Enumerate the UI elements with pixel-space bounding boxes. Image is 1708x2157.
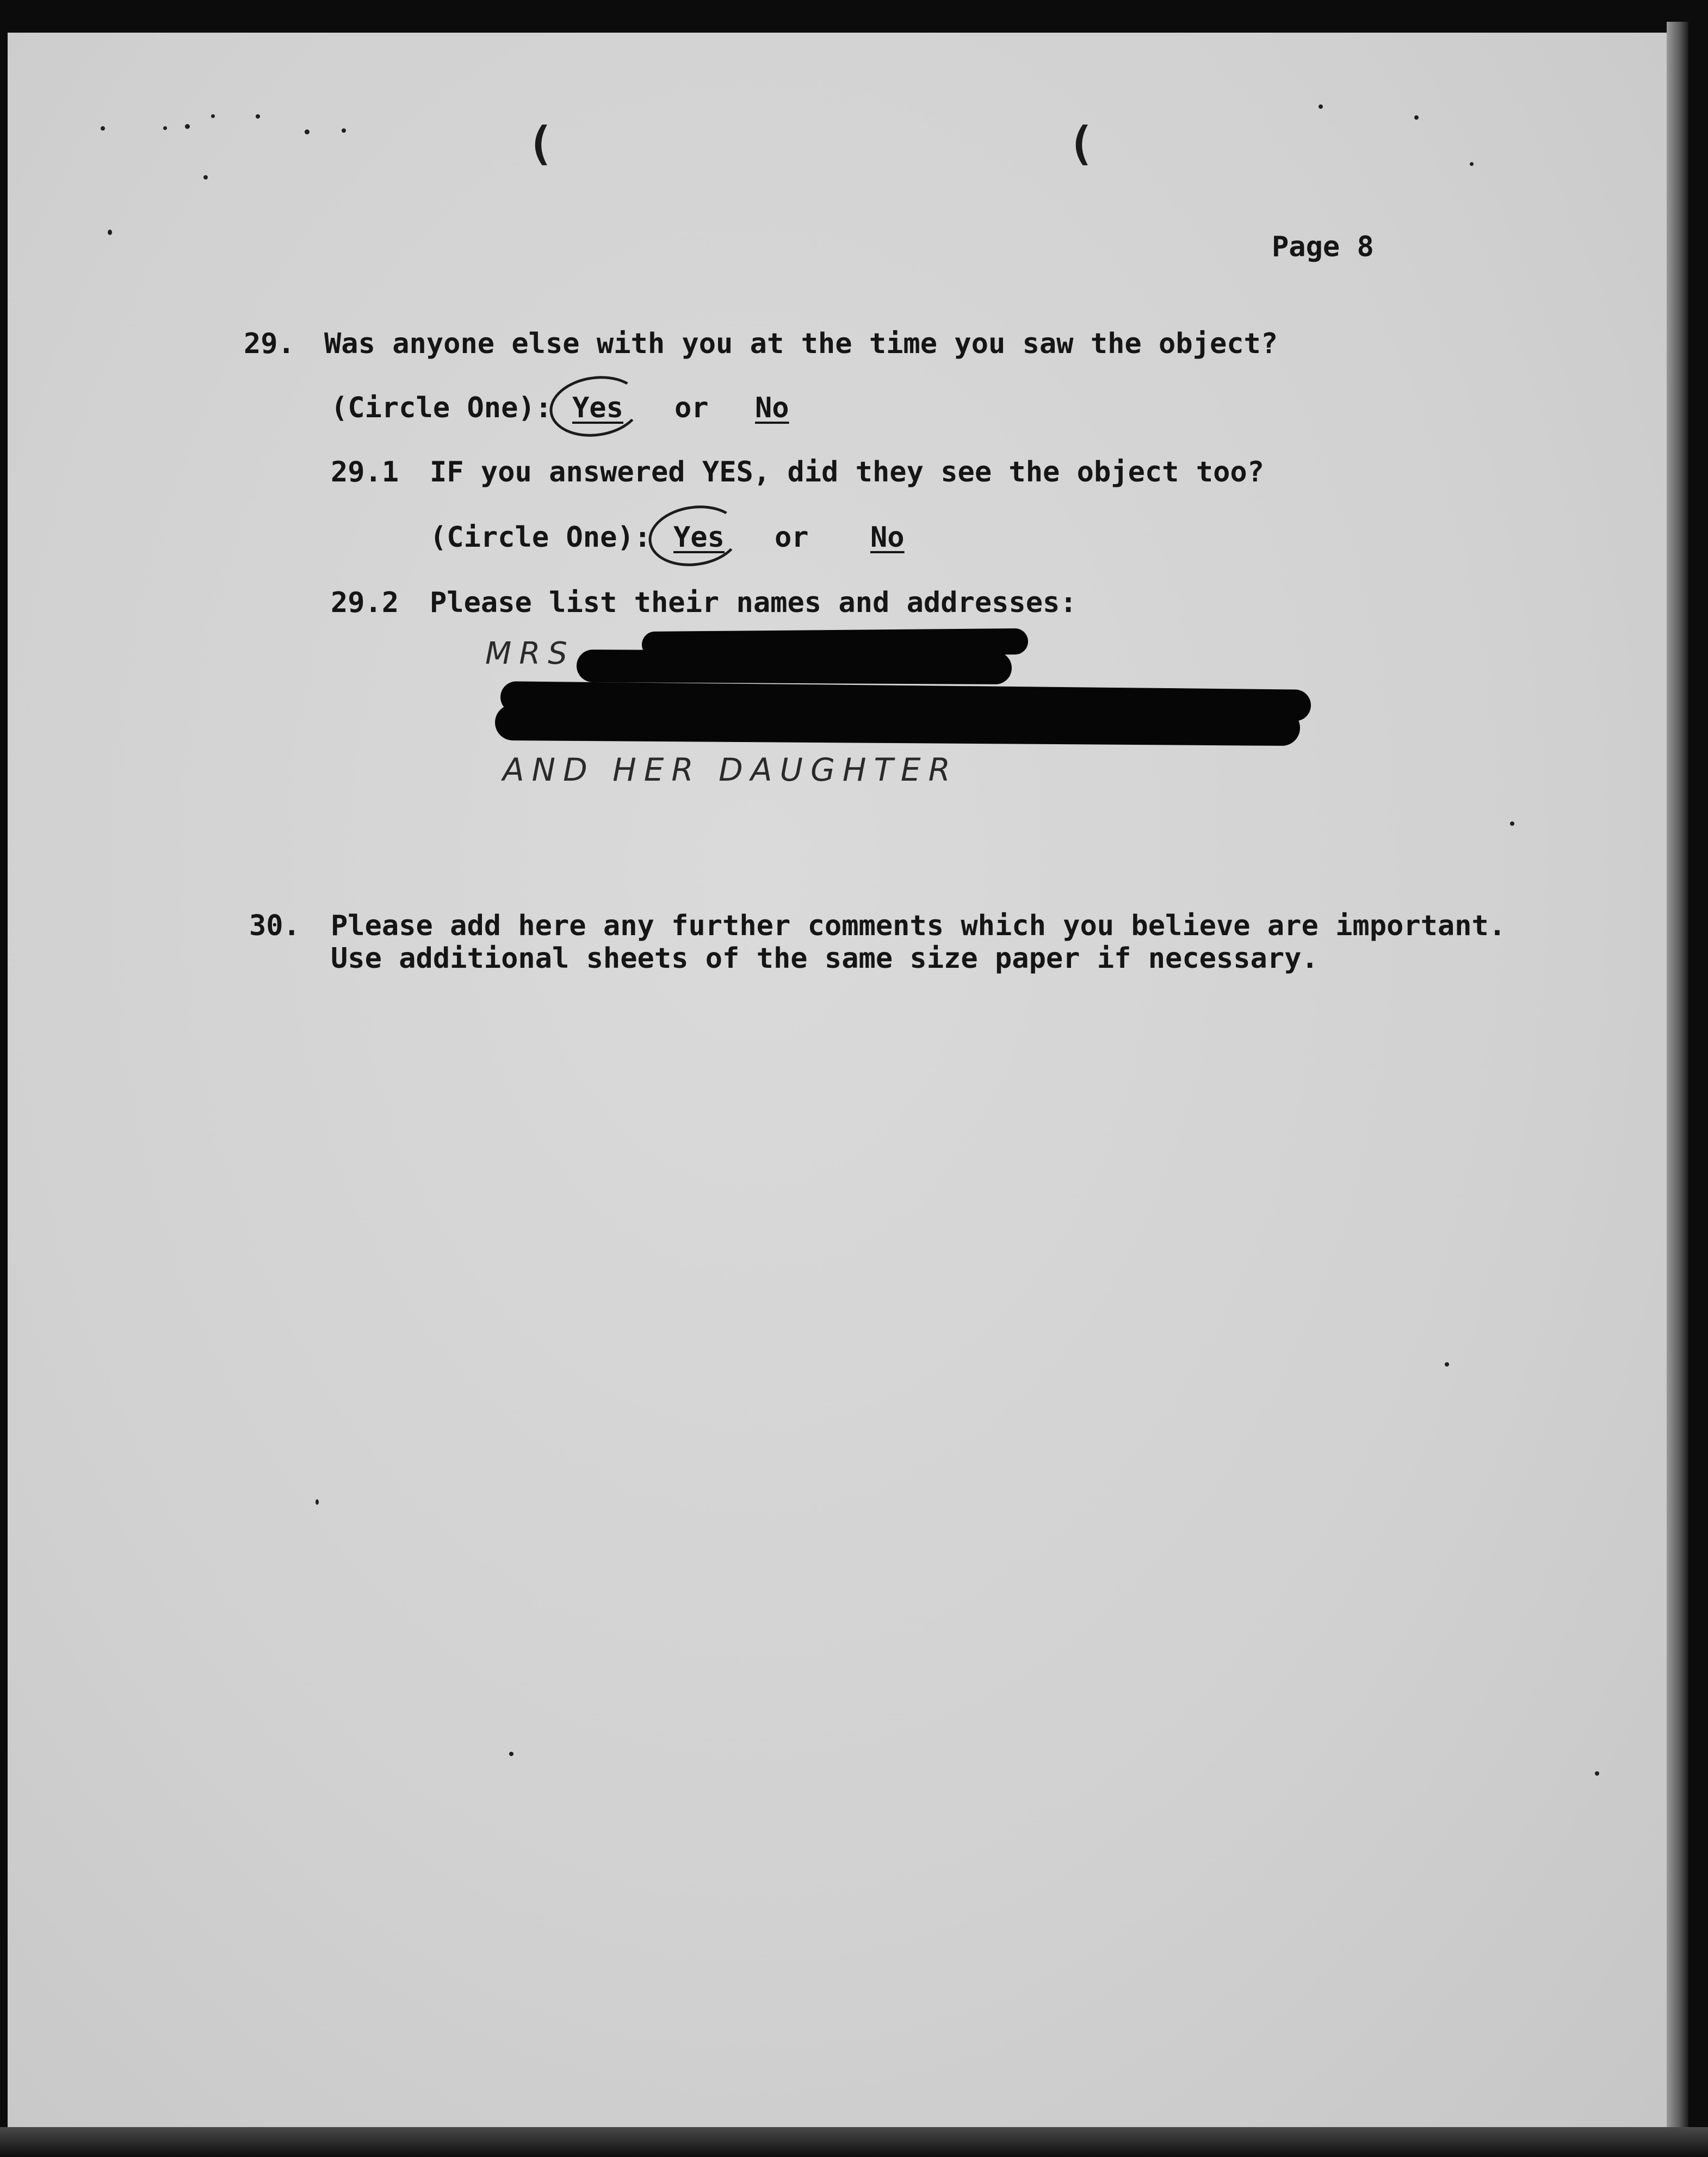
q29-circle-label: (Circle One): (331, 392, 552, 424)
q29-2-question: Please list their names and addresses: (430, 586, 1077, 619)
q29-or: or (674, 392, 709, 424)
dust-speck (101, 126, 105, 131)
dust-speck (1414, 115, 1419, 120)
dust-speck (256, 114, 260, 119)
dust-speck (185, 124, 190, 129)
scan-edge-right (1667, 22, 1688, 2138)
dust-speck (211, 114, 215, 118)
binder-mark-right: ( (1067, 117, 1095, 170)
dust-speck (315, 1499, 319, 1505)
q29-1-option-no[interactable]: No (870, 521, 905, 554)
q30-line1: Please add here any further comments which you believe are important. (331, 910, 1506, 942)
redaction-bar-2 (577, 650, 1012, 684)
dust-speck (203, 175, 208, 180)
scan-edge-bottom (0, 2127, 1708, 2157)
q30-number: 30. (249, 910, 300, 942)
dust-speck (305, 129, 310, 134)
q29-number: 29. (244, 327, 295, 360)
q29-1-or: or (775, 521, 809, 554)
dust-speck (1319, 104, 1323, 109)
q29-question: Was anyone else with you at the time you saw the object? (324, 327, 1278, 360)
dust-speck (1470, 162, 1474, 166)
dust-speck (108, 230, 112, 235)
handwritten-mrs: MRS (485, 636, 575, 671)
q29-1-question: IF you answered YES, did they see the object too? (430, 456, 1265, 489)
dust-speck (1445, 1362, 1449, 1367)
q29-option-no[interactable]: No (755, 392, 789, 424)
binder-mark-left: ( (527, 117, 554, 170)
handwritten-and-her-daughter: AND HER DAUGHTER (503, 751, 958, 788)
page-number: Page 8 (1272, 231, 1374, 263)
q29-1-option-yes[interactable]: Yes (673, 521, 725, 554)
dust-speck (163, 126, 167, 130)
redaction-bar-4 (495, 704, 1300, 746)
dust-speck (1595, 1771, 1599, 1776)
q29-2-number: 29.2 (331, 586, 399, 619)
q29-1-circle-label: (Circle One): (430, 521, 651, 554)
q29-option-yes[interactable]: Yes (572, 392, 623, 424)
q30-line2: Use additional sheets of the same size paper if necessary. (331, 942, 1319, 975)
dust-speck (509, 1752, 513, 1756)
dust-speck (342, 128, 346, 133)
q29-1-number: 29.1 (331, 456, 399, 489)
dust-speck (1510, 821, 1514, 826)
